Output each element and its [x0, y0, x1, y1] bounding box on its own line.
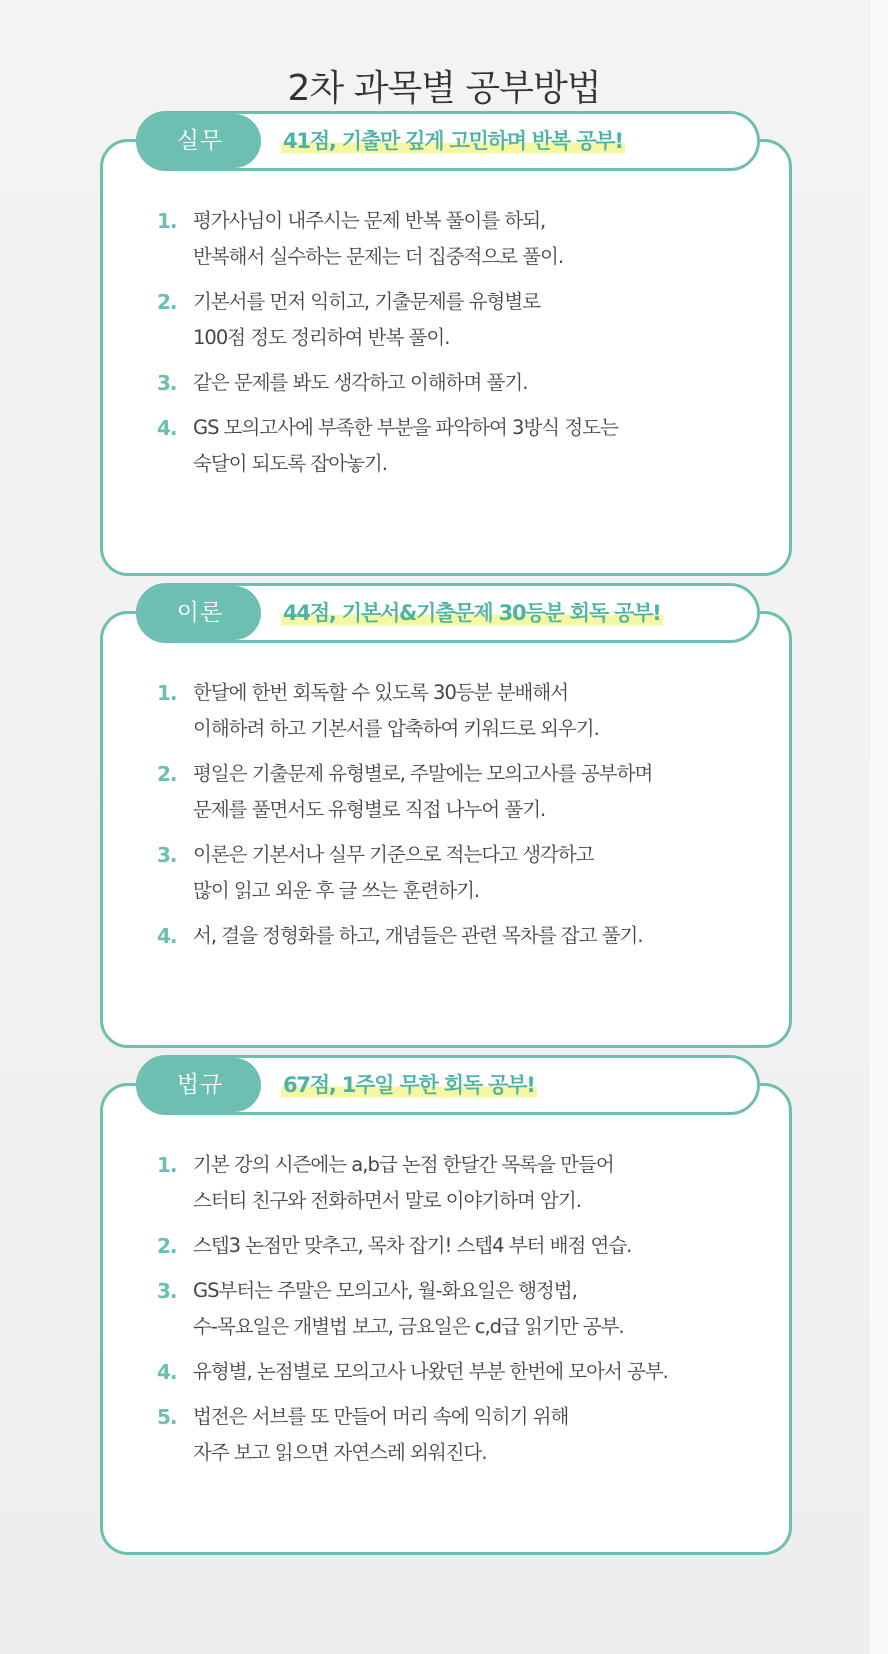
item-number: 1.: [157, 681, 177, 705]
item-text-line: 스텝3 논점만 맞추고, 목차 잡기! 스텝4 부터 배점 연습.: [193, 1234, 632, 1257]
item-number: 2.: [157, 1234, 177, 1258]
item-text-line: 스터티 친구와 전화하면서 말로 이야기하며 암기.: [193, 1189, 581, 1212]
item-text-line: 법전은 서브를 또 만들어 머리 속에 익히기 위해: [193, 1405, 569, 1428]
item-text-line: GS부터는 주말은 모의고사, 월-화요일은 행정법,: [193, 1279, 577, 1302]
item-text-line: GS 모의고사에 부족한 부분을 파악하여 3방식 정도는: [193, 416, 618, 439]
item-text-line: 이해하려 하고 기본서를 압축하여 키워드로 외우기.: [193, 717, 599, 740]
list-item: [157, 1147, 767, 1219]
section-tag: 법규: [139, 1058, 261, 1112]
list-item: [157, 1228, 767, 1264]
list-item: [157, 1273, 767, 1345]
section-tag: 이론: [139, 586, 261, 640]
list-item: [157, 918, 767, 954]
item-number: 1.: [157, 1153, 177, 1177]
page-edge: [870, 0, 888, 1654]
item-text-line: 유형별, 논점별로 모의고사 나왔던 부분 한번에 모아서 공부.: [193, 1360, 668, 1383]
list-item: [157, 365, 767, 401]
section-header: [136, 111, 760, 171]
item-text-line: 같은 문제를 봐도 생각하고 이해하며 풀기.: [193, 371, 528, 394]
section-header: [136, 583, 760, 643]
item-text-line: 100점 정도 정리하여 반복 풀이.: [193, 326, 450, 349]
item-text-line: 기본 강의 시즌에는 a,b급 논점 한달간 목록을 만들어: [193, 1153, 614, 1176]
list-item: [157, 756, 767, 828]
section-header: [136, 1055, 760, 1115]
item-text-line: 반복해서 실수하는 문제는 더 집중적으로 풀이.: [193, 245, 564, 268]
page-title: 2차 과목별 공부방법: [287, 68, 601, 110]
item-number: 5.: [157, 1405, 177, 1429]
list-item: [157, 284, 767, 356]
item-number: 4.: [157, 924, 177, 948]
item-text-line: 많이 읽고 외운 후 글 쓰는 훈련하기.: [193, 879, 480, 902]
item-number: 2.: [157, 290, 177, 314]
section-headline: 67점, 1주일 무한 회독 공부!: [281, 1070, 537, 1100]
item-text-line: 숙달이 되도록 잡아놓기.: [193, 452, 387, 475]
item-text-line: 평가사님이 내주시는 문제 반복 풀이를 하되,: [193, 209, 546, 232]
item-text-line: 수-목요일은 개별법 보고, 금요일은 c,d급 읽기만 공부.: [193, 1315, 624, 1338]
item-number: 4.: [157, 1360, 177, 1384]
item-text-line: 이론은 기본서나 실무 기준으로 적는다고 생각하고: [193, 843, 594, 866]
item-text-line: 서, 결을 정형화를 하고, 개념들은 관련 목차를 잡고 풀기.: [193, 924, 643, 947]
item-number: 1.: [157, 209, 177, 233]
item-text-line: 평일은 기출문제 유형별로, 주말에는 모의고사를 공부하며: [193, 762, 653, 785]
item-number: 2.: [157, 762, 177, 786]
study-tip-list: [157, 1147, 767, 1480]
item-text-line: 문제를 풀면서도 유형별로 직접 나누어 풀기.: [193, 798, 546, 821]
item-text-line: 한달에 한번 회독할 수 있도록 30등분 분배해서: [193, 681, 569, 704]
list-item: [157, 410, 767, 482]
section-headline: 44점, 기본서&기출문제 30등분 회독 공부!: [281, 598, 663, 628]
item-text-line: 자주 보고 읽으면 자연스레 외워진다.: [193, 1441, 487, 1464]
item-number: 3.: [157, 843, 177, 867]
section-headline: 41점, 기출만 깊게 고민하며 반복 공부!: [281, 126, 625, 156]
list-item: [157, 675, 767, 747]
study-tip-list: [157, 203, 767, 491]
list-item: [157, 1399, 767, 1471]
item-number: 4.: [157, 416, 177, 440]
list-item: [157, 203, 767, 275]
item-number: 3.: [157, 371, 177, 395]
list-item: [157, 837, 767, 909]
item-number: 3.: [157, 1279, 177, 1303]
list-item: [157, 1354, 767, 1390]
study-tip-list: [157, 675, 767, 963]
section-tag: 실무: [139, 114, 261, 168]
item-text-line: 기본서를 먼저 익히고, 기출문제를 유형별로: [193, 290, 541, 313]
